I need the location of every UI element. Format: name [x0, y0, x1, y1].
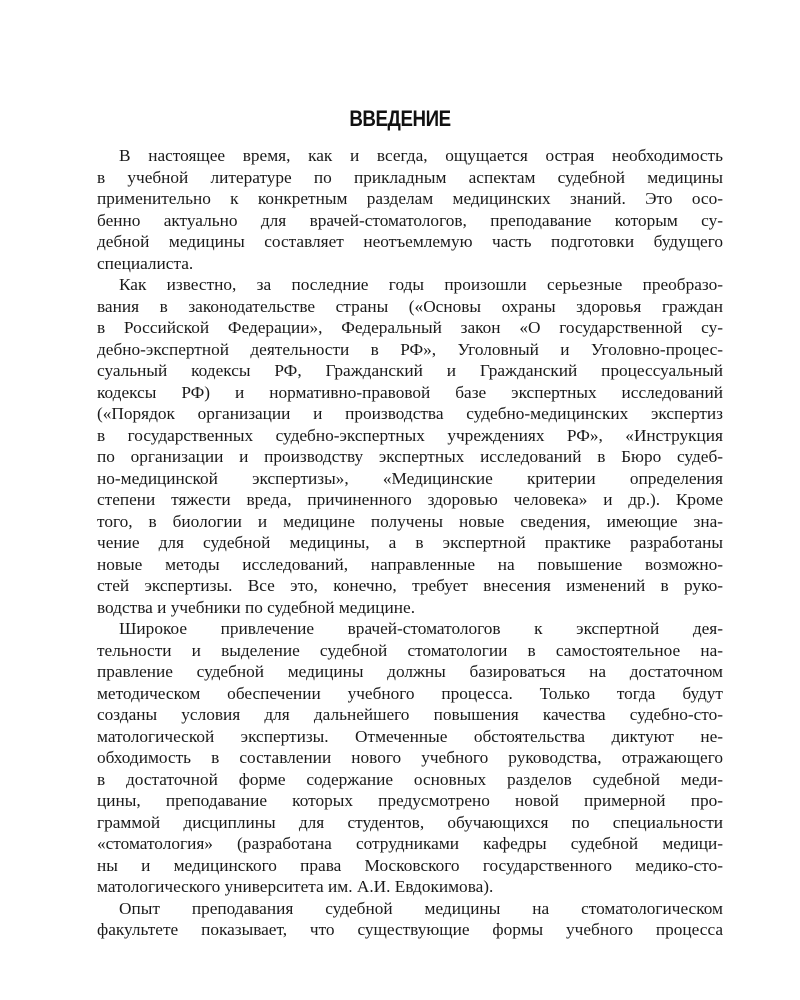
text-line: обходимость в составлении нового учебного руководства, отражающего — [97, 748, 723, 767]
text-line: применительно к конкретным разделам медицинских знаний. Это осо- — [97, 189, 723, 208]
text-line: методическом обеспечении учебного процесса. Только тогда будут — [97, 683, 723, 703]
text-line: факультете показывает, что существующие формы учебного процесса — [97, 920, 723, 939]
text-line: Опыт преподавания судебной медицины на стоматологическом — [119, 898, 723, 918]
text-line: матологической экспертизы. Отмеченные обстоятельства диктуют не- — [97, 726, 723, 746]
text-line: в достаточной форме содержание основных разделов судебной меди- — [97, 769, 723, 789]
text-line: «стоматология» (разработана сотрудниками кафедры судебной медици- — [97, 834, 723, 853]
text-line: Как известно, за последние годы произошли серьезные преобразо- — [119, 275, 723, 294]
text-line: степени тяжести вреда, причиненного здоровью человека» и др.). Кроме — [97, 490, 723, 509]
text-line: дебно-экспертной деятельности в РФ», Уголовный и Уголовно-процес- — [97, 339, 723, 359]
text-line: («Порядок организации и производства судебно-медицинских экспертиз — [97, 404, 723, 423]
text-line: тельности и выделение судебной стоматологии в самостоятельное на- — [97, 640, 723, 660]
text-line: вания в законодательстве страны («Основы охраны здоровья граждан — [97, 296, 723, 316]
text-line: в учебной литературе по прикладным аспектам судебной медицины — [97, 167, 723, 187]
text-line: стей экспертизы. Все это, конечно, требует внесения изменений в руко- — [97, 576, 723, 595]
text-line: но-медицинской экспертизы», «Медицинские критерии определения — [97, 468, 723, 488]
text-line: специалиста. — [97, 253, 194, 273]
text-line: созданы условия для дальнейшего повышения качества судебно-сто- — [97, 705, 723, 724]
text-line: чение для судебной медицины, а в экспертной практике разработаны — [97, 533, 723, 552]
text-line: в Российской Федерации», Федеральный закон «О государственной су- — [97, 318, 723, 337]
text-line: ны и медицинского права Московского государственного медико-сто- — [97, 855, 723, 875]
text-line: водства и учебники по судебной медицине. — [97, 597, 416, 617]
text-line: суальный кодексы РФ, Гражданский и Гражданский процессуальный — [97, 361, 723, 380]
text-line: того, в биологии и медицине получены новые сведения, имеющие зна- — [97, 511, 723, 531]
text-line: по организации и производству экспертных исследований в Бюро судеб- — [97, 447, 723, 466]
text-line: правление судебной медицины должны базироваться на достаточном — [97, 662, 723, 681]
text-line: в государственных судебно-экспертных учреждениях РФ», «Инструкция — [97, 425, 723, 445]
text-line: цины, преподавание которых предусмотрено новой примерной про- — [97, 791, 723, 810]
text-line: Широкое привлечение врачей-стоматологов к экспертной дея- — [119, 619, 723, 638]
body-text — [97, 145, 723, 941]
text-line: новые методы исследований, направленные на повышение возможно- — [97, 554, 723, 574]
text-line: В настоящее время, как и всегда, ощущается острая необходимость — [119, 146, 723, 165]
text-line: бенно актуально для врачей-стоматологов, преподавание которым су- — [97, 210, 723, 230]
text-line: граммой дисциплины для студентов, обучающихся по специальности — [97, 812, 723, 832]
text-line: кодексы РФ) и нормативно-правовой базе экспертных исследований — [97, 382, 723, 402]
text-line: матологического университета им. А.И. Евдокимова). — [97, 877, 494, 896]
page-title: ВВЕДЕНИЕ — [349, 106, 451, 131]
text-line: дебной медицины составляет неотъемлемую часть подготовки будущего — [97, 232, 723, 251]
